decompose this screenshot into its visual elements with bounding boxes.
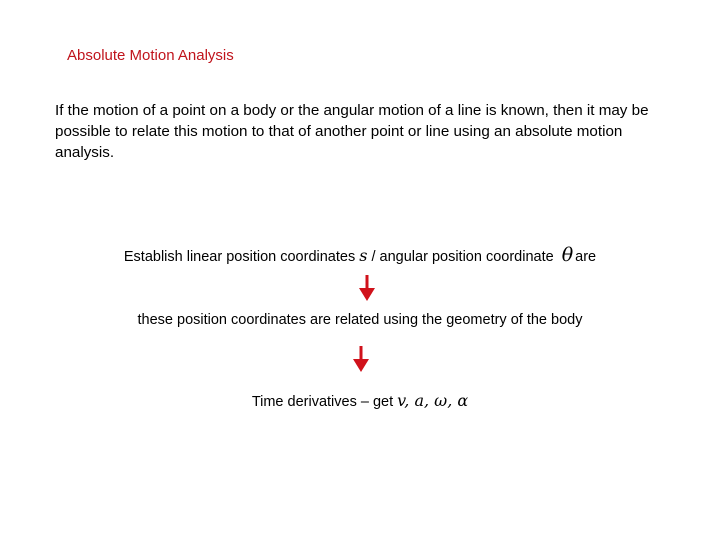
theta-symbol: θ [561,244,574,266]
slide-title: Absolute Motion Analysis [67,47,234,64]
intro-paragraph: If the motion of a point on a body or the angular motion of a line is known, then it may be possible to relate this motion to that of another point or line using an absolute motion analysis. [55,102,649,161]
step-establish-text-after: are [575,249,597,265]
step-derivatives-text: Time derivatives – get [251,394,398,410]
step-establish-coordinates [0,244,720,266]
step-relate-geometry: these position coordinates are related using the geometry of the body [137,312,583,328]
s-symbol: s [359,246,368,265]
arrow-down-icon [357,275,377,301]
step-establish-text-before: Establish linear position coordinates [123,249,360,265]
step-time-derivatives [0,391,720,410]
arrow-down-icon [351,346,371,372]
step-establish-text-middle: / angular position coordinate [367,249,558,265]
derivative-symbols: v, a, ω, α [397,391,469,410]
